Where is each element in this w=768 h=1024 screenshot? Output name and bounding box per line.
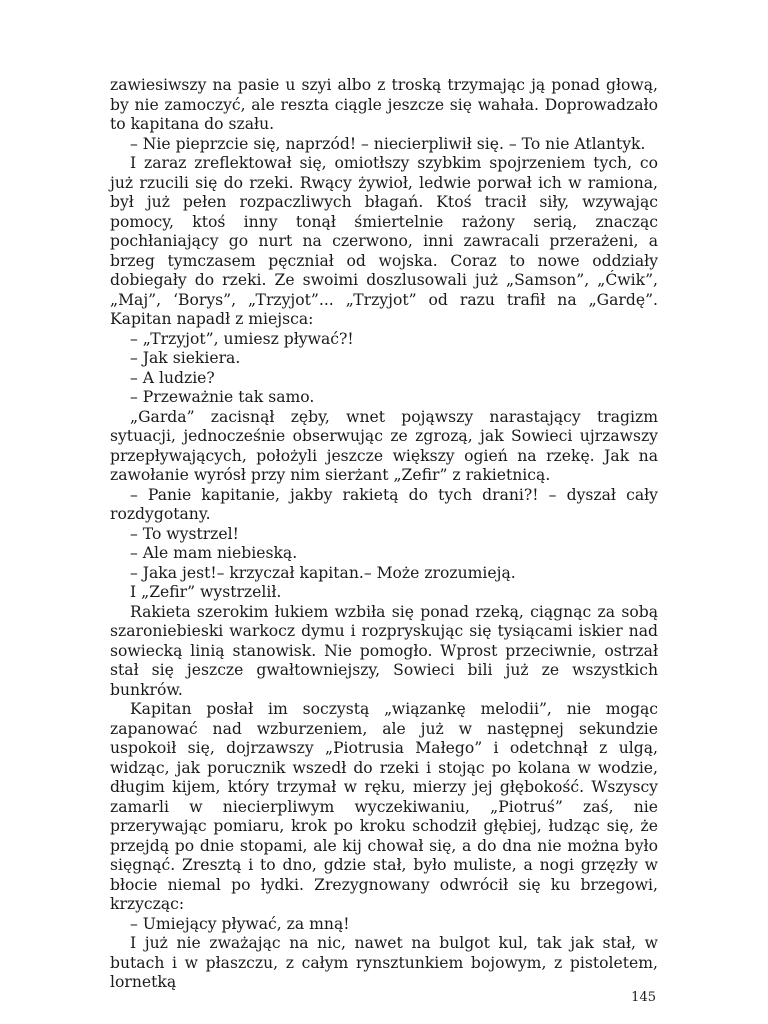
page-body <box>110 76 658 993</box>
paragraph: – Umiejący pływać, za mną! <box>130 914 350 933</box>
paragraph: I zaraz zreflektował się, omiotłszy szybkim spojrzeniem tych, co już rzucili się do rzeki. Rwący żywioł, ledwie porwał ich w ramiona, był już pełen rozpaczliwych błagań. Ktoś tracił siły, wzywając pomocy, ktoś inny tonął śmiertelnie rażony serią, znacząc pochłaniający go nurt na czerwono, inni zawracali przerażeni, a brzeg tymczasem pęczniał od wojska. Coraz to nowe oddziały dobiegały do rzeki. Ze swoimi doszlusowali już „Samson”, „Ćwik”, „Maj”, ‘Borys”, „Trzyjot”... „Trzyjot” od razu trafił na „Gardę”. Kapitan napadł z miejsca: <box>110 154 658 328</box>
paragraph: – Nie pieprzcie się, naprzód! – niecierpliwił się. – To nie Atlantyk. <box>130 134 646 153</box>
paragraph: Kapitan posłał im soczystą „wiązankę melodii”, nie mogąc zapanować nad wzburzeniem, ale już w następnej sekundzie uspokoił się, dojrzawszy „Piotrusia Małego” i odetchnął z ulgą, widząc, jak porucznik wszedł do rzeki i stojąc po kolana w wodzie, długim kijem, który trzymał w ręku, mierzy jej głębokość. Wszyscy zamarli w niecierpliwym wyczekiwaniu, „Piotruś” zaś, nie przerywając pomiaru, krok po kroku schodził głębiej, łudząc się, że przejdą po dnie stopami, ale kij chował się, a do dna nie można było sięgnąć. Zresztą i to dno, gdzie stał, było muliste, a nogi grzęzły w błocie niemal po łydki. Zrezygnowany odwrócił się ku brzegowi, krzycząc: <box>110 700 658 913</box>
paragraph: – Jak siekiera. <box>130 349 241 367</box>
paragraph: – Panie kapitanie, jakby rakietą do tych drani?! – dyszał cały rozdygotany. <box>110 485 658 523</box>
paragraph: I „Zefir” wystrzelił. <box>130 583 282 601</box>
paragraph: Rakieta szerokim łukiem wzbiła się ponad rzeką, ciągnąc za sobą szaroniebieski warkocz dymu i rozpryskując się tysiącami iskier nad sowiecką linią stanowisk. Nie pomogło. Wprost przeciwnie, ostrzał stał się jeszcze gwałtowniejszy, Sowieci bili już ze wszystkich bunkrów. <box>110 602 658 699</box>
page-number: 145 <box>631 990 656 1005</box>
paragraph: zawiesiwszy na pasie u szyi albo z troską trzymając ją ponad głową, by nie zamoczyć, ale reszta ciągle jeszcze się wahała. Doprowadzało to kapitana do szału. <box>110 76 658 133</box>
paragraph: – To wystrzel! <box>130 524 239 543</box>
paragraph: – „Trzyjot”, umiesz pływać?! <box>130 329 354 348</box>
paragraph: I już nie zważając na nic, nawet na bulgot kul, tak jak stał, w butach i w płaszczu, z całym rynsztunkiem bojowym, z pistoletem, lornetką <box>110 934 658 991</box>
paragraph: – A ludzie? <box>130 368 215 387</box>
paragraph: – Ale mam niebieską. <box>130 544 298 562</box>
paragraph: „Garda” zacisnął zęby, wnet pojąwszy narastający tragizm sytuacji, jednocześnie obserwując ze zgrozą, jak Sowieci ujrzawszy przepływających, położyli jeszcze większy ogień na rzekę. Jak na zawołanie wyrósł przy nim sierżant „Zefir” z rakietnicą. <box>110 407 658 484</box>
paragraph: – Przeważnie tak samo. <box>130 388 315 406</box>
paragraph: – Jaka jest!– krzyczał kapitan.– Może zrozumieją. <box>130 563 516 582</box>
